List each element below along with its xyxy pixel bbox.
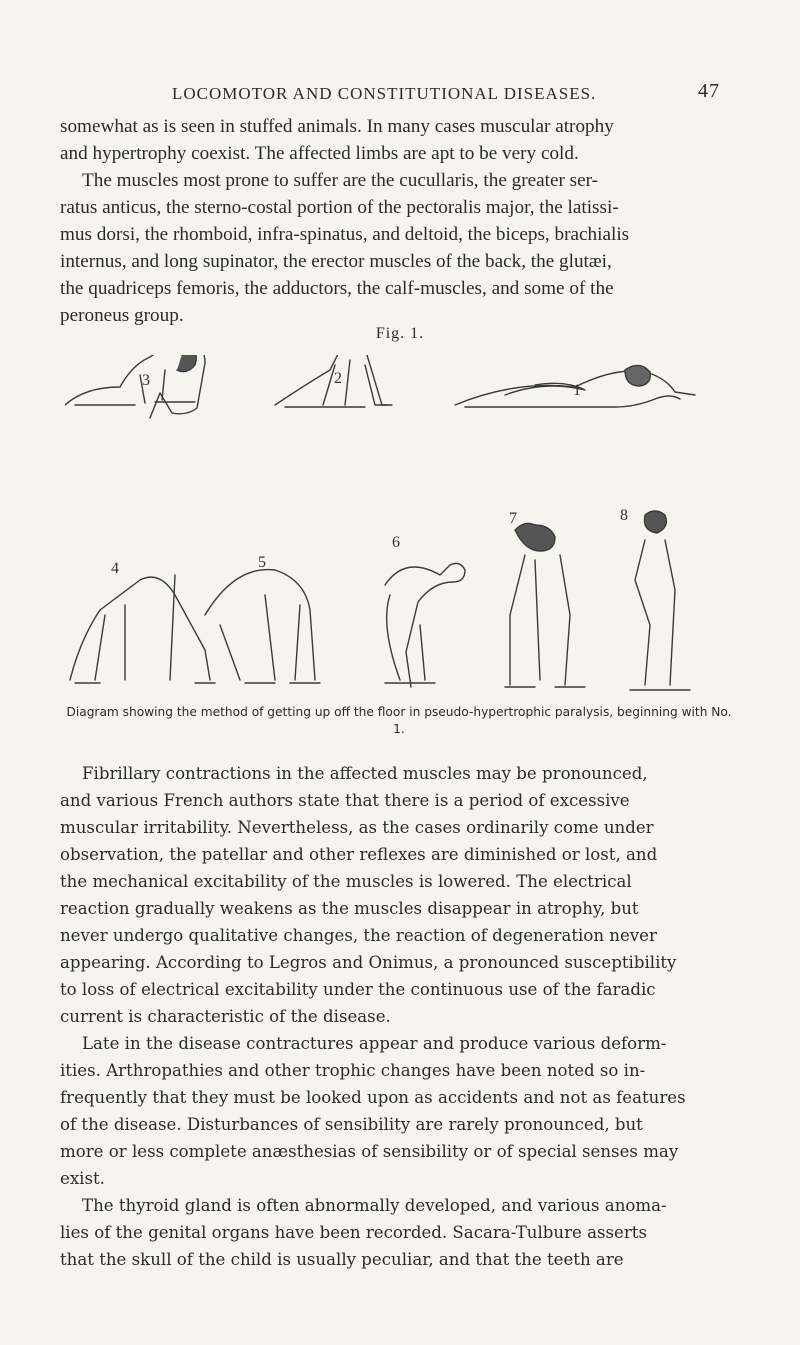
figure-7-illustration [505, 523, 585, 687]
figure-8-illustration [630, 511, 690, 690]
figure-number-7: 7 [509, 510, 517, 527]
text-line: Fibrillary contractions in the affected muscles may be pronounced, [82, 764, 648, 783]
figure-4-illustration [70, 575, 215, 683]
text-line: The muscles most prone to suffer are the cucullaris, the greater ser- [82, 170, 599, 191]
text-line: lies of the genital organs have been recorded. Sacara-Tulbure asserts [60, 1223, 647, 1242]
text-line: and various French authors state that there is a period of excessive [60, 791, 630, 810]
figure-number-1: 1 [573, 382, 581, 399]
text-line: to loss of electrical excitability under the continuous use of the faradic [60, 980, 656, 999]
paragraph-muscles [60, 113, 730, 329]
figure-number-6: 6 [392, 534, 400, 551]
text-line: the mechanical excitability of the muscles is lowered. The electrical [60, 872, 632, 891]
text-line: more or less complete anæsthesias of sensibility or of special senses may [60, 1142, 679, 1161]
figure-label: Fig. 1. [375, 325, 425, 342]
text-line: peroneus group. [60, 305, 184, 326]
text-line: and hypertrophy coexist. The affected limbs are apt to be very cold. [60, 143, 579, 164]
text-line: Late in the disease contractures appear and produce various deform- [82, 1034, 667, 1053]
text-line: exist. [60, 1169, 105, 1188]
text-line: that the skull of the child is usually peculiar, and that the teeth are [60, 1250, 624, 1269]
text-line: somewhat as is seen in stuffed animals. In many cases muscular atrophy [60, 116, 614, 137]
page-number: 47 [698, 80, 720, 102]
figure-number-8: 8 [620, 507, 628, 524]
figure-caption: Diagram showing the method of getting up off the floor in pseudo-hypertrophic paralysis, beginning with No. 1. [66, 705, 732, 736]
text-line: The thyroid gland is often abnormally developed, and various anoma- [82, 1196, 667, 1215]
figure-6-illustration [385, 563, 465, 687]
text-line: the quadriceps femoris, the adductors, the calf-muscles, and some of the [60, 278, 614, 299]
text-line: frequently that they must be looked upon as accidents and not as features [60, 1088, 686, 1107]
text-line: muscular irritability. Nevertheless, as the cases ordinarily come under [60, 818, 654, 837]
text-line: appearing. According to Legros and Onimus, a pronounced susceptibility [60, 953, 677, 972]
text-line: mus dorsi, the rhomboid, infra-spinatus, and deltoid, the biceps, brachialis [60, 224, 630, 245]
text-line: ities. Arthropathies and other trophic changes have been noted so in- [60, 1061, 646, 1080]
text-line: of the disease. Disturbances of sensibility are rarely pronounced, but [60, 1115, 643, 1134]
figure-number-2: 2 [334, 370, 342, 387]
text-line: current is characteristic of the disease. [60, 1007, 391, 1026]
figure-number-3: 3 [142, 372, 150, 389]
text-line: observation, the patellar and other reflexes are diminished or lost, and [60, 845, 658, 864]
figure-number-5: 5 [258, 554, 266, 571]
text-line: ratus anticus, the sterno-costal portion of the pectoralis major, the latissi- [60, 197, 619, 218]
figure-illustration [65, 355, 735, 700]
figure-5-illustration [205, 570, 320, 683]
text-line: reaction gradually weakens as the muscles disappear in atrophy, but [60, 899, 639, 918]
text-line: internus, and long supinator, the erector muscles of the back, the glutæi, [60, 251, 612, 272]
running-head-title: LOCOMOTOR AND CONSTITUTIONAL DISEASES. [172, 84, 597, 103]
text-line: never undergo qualitative changes, the reaction of degeneration never [60, 926, 657, 945]
figure-3-illustration [65, 355, 205, 418]
figure-number-4: 4 [111, 560, 119, 577]
paragraph-clinical-signs [60, 760, 730, 1273]
